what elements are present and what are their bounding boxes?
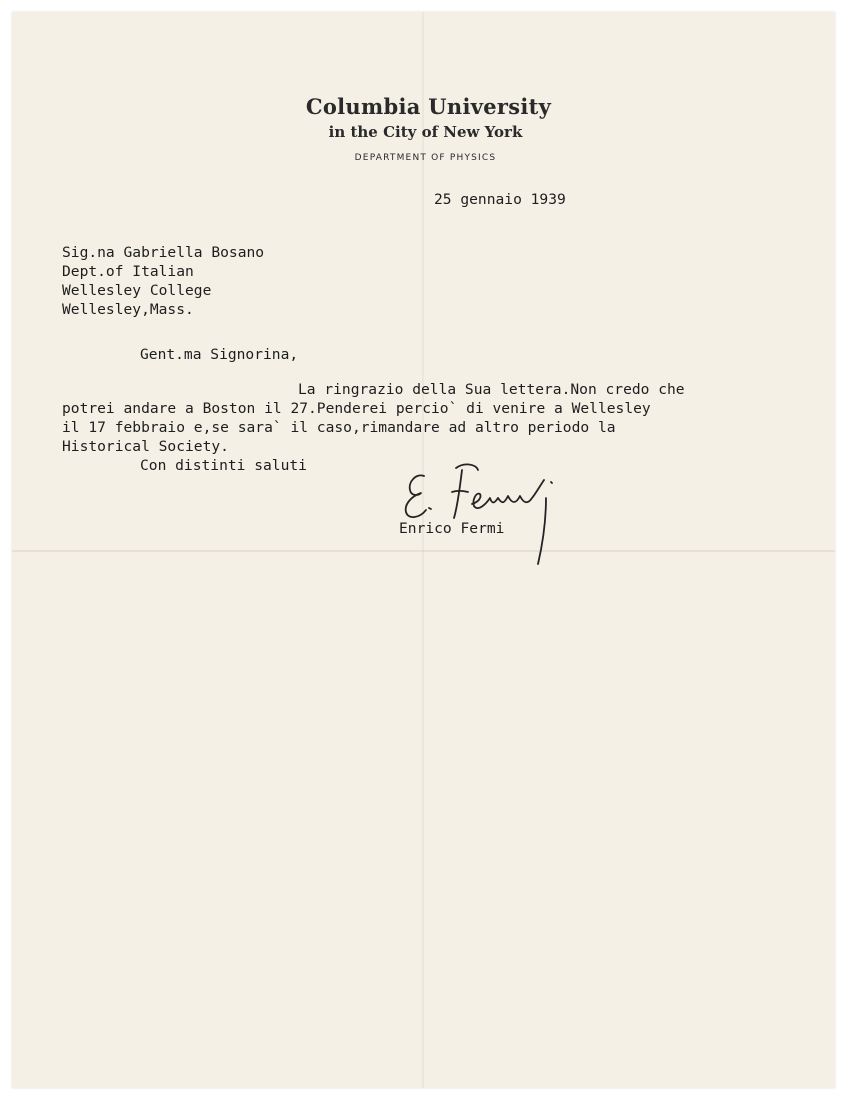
- body-line: La ringrazio della Sua lettera.Non credo che: [298, 381, 685, 398]
- typed-name: Enrico Fermi: [399, 520, 505, 537]
- salutation: Gent.ma Signorina,: [140, 346, 299, 363]
- recipient-department: Dept.of Italian: [62, 263, 194, 280]
- letterhead-university: Columbia University: [305, 94, 552, 119]
- recipient-city: Wellesley,Mass.: [62, 301, 194, 318]
- recipient-name: Sig.na Gabriella Bosano: [62, 244, 265, 261]
- letterhead: [12, 94, 835, 164]
- letterhead-department: DEPARTMENT OF PHYSICS: [354, 153, 497, 163]
- recipient-college: Wellesley College: [62, 282, 212, 299]
- body-line: il 17 febbraio e,se sara` il caso,rimandare ad altro periodo la: [62, 419, 616, 436]
- body-line: potrei andare a Boston il 27.Penderei percio` di venire a Wellesley: [62, 400, 651, 417]
- closing: Con distinti saluti: [140, 457, 307, 474]
- letter-sheet: [12, 12, 835, 1088]
- handwritten-signature: [394, 458, 569, 568]
- body-line: Historical Society.: [62, 438, 229, 455]
- letter-date: 25 gennaio 1939: [434, 191, 566, 208]
- letterhead-city: in the City of New York: [328, 123, 523, 141]
